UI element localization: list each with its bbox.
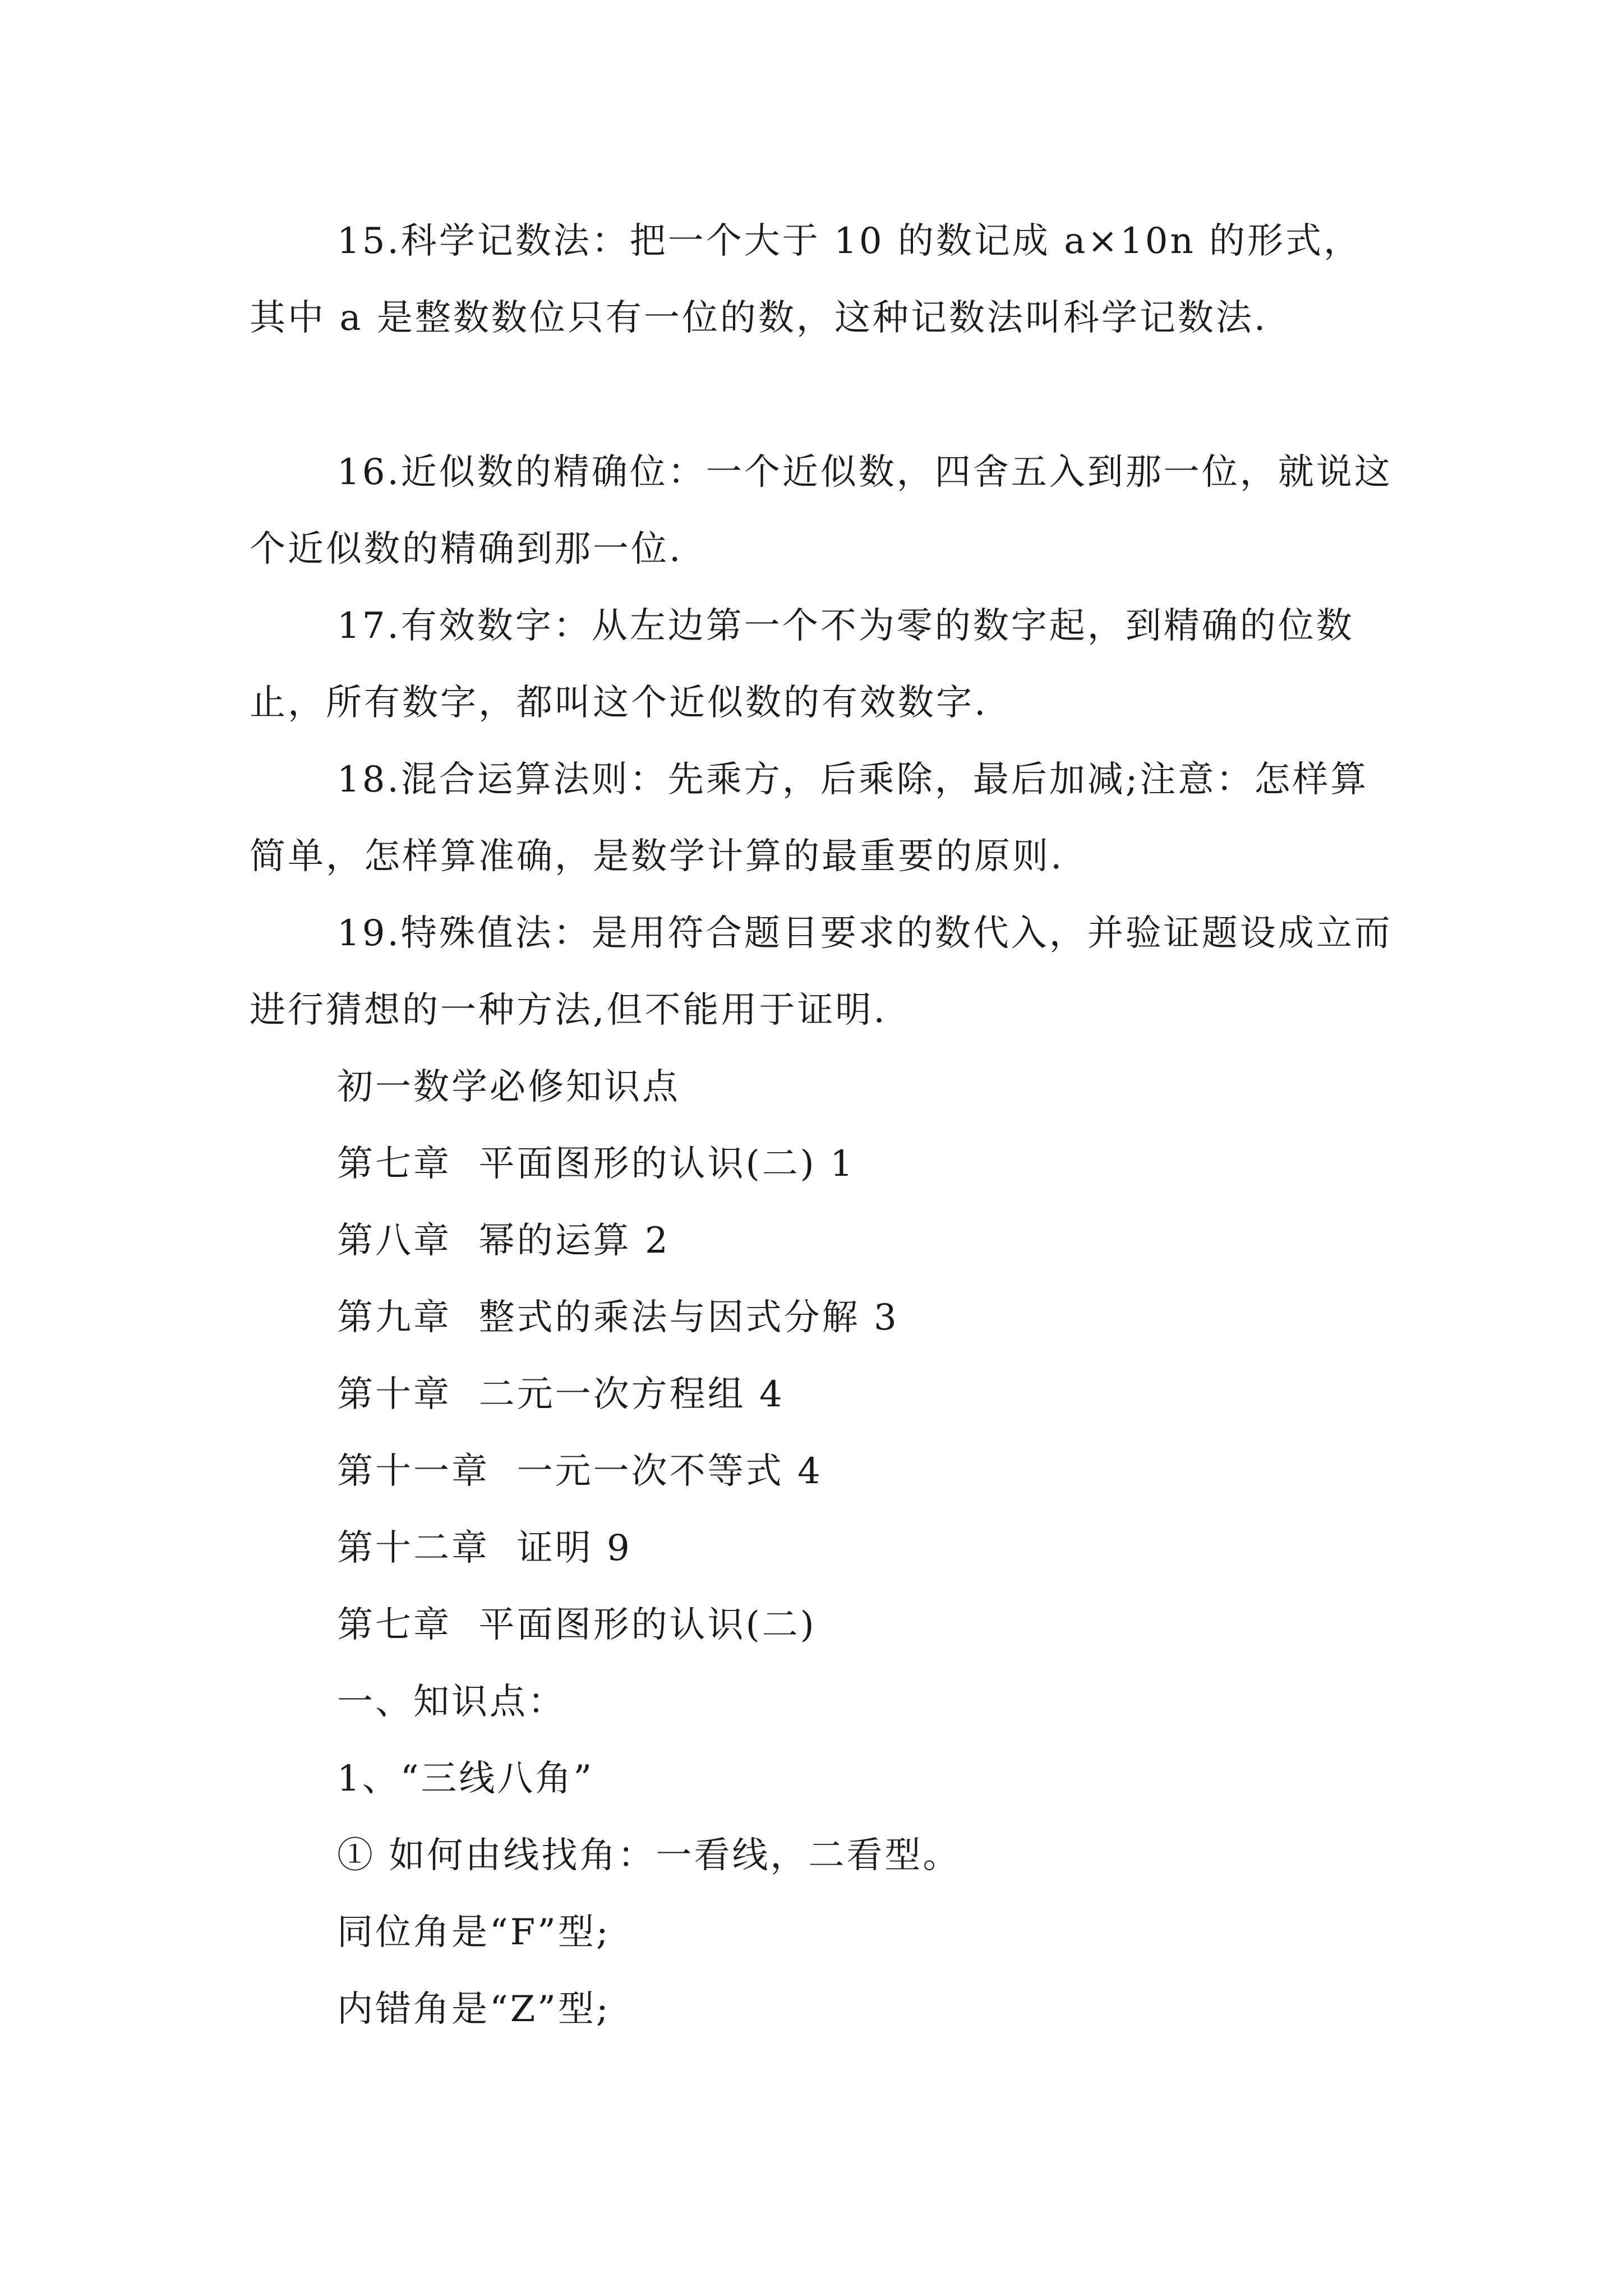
toc-item: 第七章 平面图形的认识(二) 1 [337,1143,855,1185]
toc-item: 第八章 幂的运算 2 [337,1220,670,1262]
paragraph-mixed-operations: 18.混合运算法则：先乘方，后乘除，最后加减;注意：怎样算简单，怎样算准确，是数学计算的最重要的原则. [250,759,1369,877]
toc-item: 第十二章 证明 9 [337,1527,632,1569]
section-subheading: 一、知识点： [337,1681,566,1723]
step-text: ① 如何由线找角：一看线，二看型。 [337,1835,961,1876]
paragraph-scientific-notation: 15.科学记数法：把一个大于 10 的数记成 a×10n 的形式，其中 a 是整数数位只有一位的数，这种记数法叫科学记数法. [250,220,1362,339]
chapter-title: 第七章 平面图形的认识(二) [337,1604,817,1646]
note-line: 同位角是“F”型; [337,1912,611,1953]
topic-heading: 1、“三线八角” [337,1758,594,1800]
paragraph-significant-figures: 17.有效数字：从左边第一个不为零的数字起，到精确的位数止，所有数字，都叫这个近似数的有效数字. [250,605,1354,724]
toc-item: 第十一章 一元一次不等式 4 [337,1451,823,1492]
toc-item: 第九章 整式的乘法与因式分解 3 [337,1297,899,1338]
toc-heading: 初一数学必修知识点 [337,1066,680,1108]
note-line: 内错角是“Z”型; [337,1989,611,2030]
paragraph-special-value-method: 19.特殊值法：是用符合题目要求的数代入，并验证题设成立而进行猜想的一种方法,但不能用于证明. [250,913,1393,1031]
paragraph-approximate-precision: 16.近似数的精确位：一个近似数，四舍五入到那一位，就说这个近似数的精确到那一位. [250,452,1393,570]
toc-item: 第十章 二元一次方程组 4 [337,1374,785,1415]
